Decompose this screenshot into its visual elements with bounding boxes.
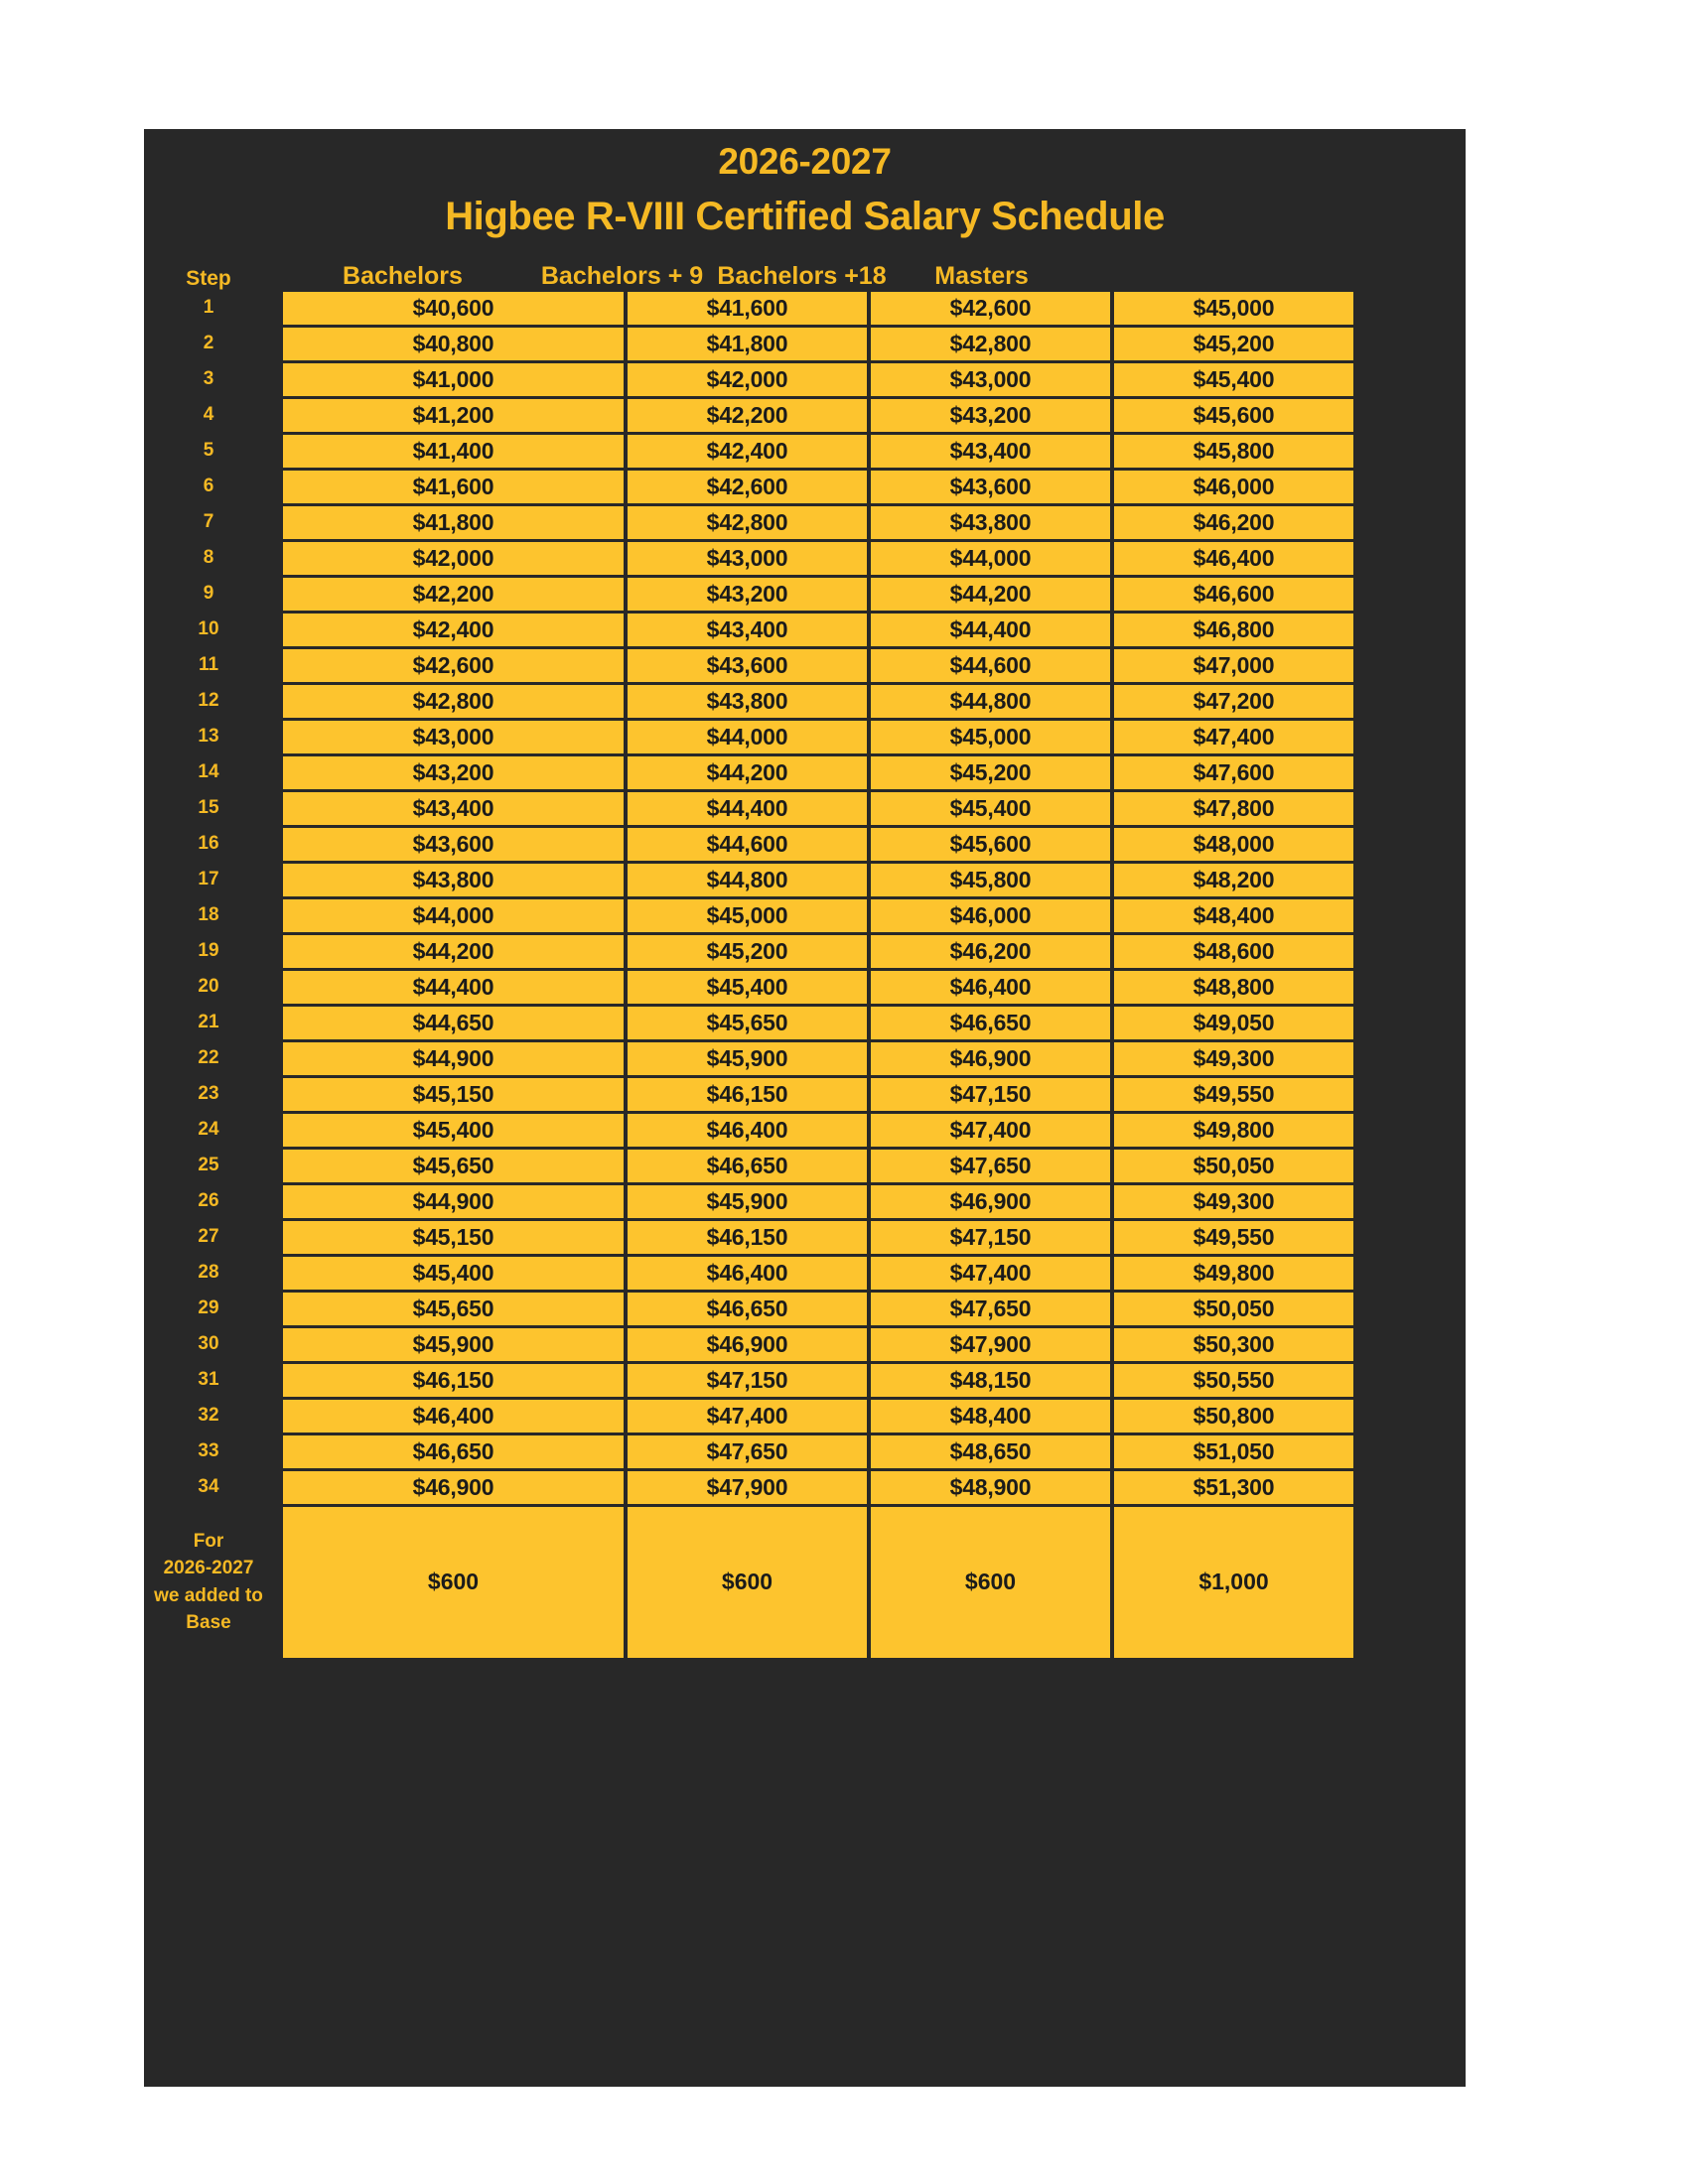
table-row [144,1400,1466,1433]
salary-cell-masters: $49,800 [1114,1257,1353,1290]
step-number: 31 [144,1364,273,1397]
step-number: 24 [144,1114,273,1147]
table-row [144,935,1466,968]
step-number: 9 [144,578,273,611]
salary-cell-bachelors: $45,900 [283,1328,624,1361]
salary-cell-bachelors: $46,900 [283,1471,624,1504]
column-header-masters: Masters [934,261,1029,290]
salary-cell-bachelors-plus-9: $45,900 [628,1185,867,1218]
salary-cell-bachelors-plus-18: $43,000 [871,363,1110,396]
table-row [144,1150,1466,1182]
step-number: 2 [144,328,273,360]
table-row [144,828,1466,861]
salary-cell-bachelors-plus-18: $48,400 [871,1400,1110,1433]
spacer [273,292,283,325]
salary-cell-bachelors: $42,600 [283,649,624,682]
salary-cell-bachelors-plus-18: $45,000 [871,721,1110,753]
salary-cell-bachelors-plus-18: $46,650 [871,1007,1110,1039]
salary-cell-masters: $47,400 [1114,721,1353,753]
salary-cell-masters: $49,800 [1114,1114,1353,1147]
salary-cell-masters: $49,300 [1114,1042,1353,1075]
table-row [144,649,1466,682]
step-number: 19 [144,935,273,968]
salary-cell-masters: $49,300 [1114,1185,1353,1218]
table-row [144,685,1466,718]
salary-cell-bachelors: $45,150 [283,1221,624,1254]
spacer [273,1364,283,1397]
salary-cell-masters: $47,000 [1114,649,1353,682]
spacer [273,1042,283,1075]
column-header-row [144,255,1466,289]
table-row [144,721,1466,753]
spacer [273,1114,283,1147]
salary-cell-bachelors-plus-18: $46,200 [871,935,1110,968]
table-row [144,1185,1466,1218]
salary-cell-bachelors-plus-9: $43,000 [628,542,867,575]
salary-cell-masters: $46,400 [1114,542,1353,575]
salary-cell-bachelors-plus-9: $44,600 [628,828,867,861]
step-number: 33 [144,1435,273,1468]
step-number: 32 [144,1400,273,1433]
salary-cell-bachelors-plus-9: $42,400 [628,435,867,468]
step-number: 23 [144,1078,273,1111]
schedule-panel [144,129,1466,2087]
spacer [273,578,283,611]
salary-cell-bachelors: $43,000 [283,721,624,753]
salary-cell-bachelors-plus-9: $47,900 [628,1471,867,1504]
salary-cell-bachelors-plus-9: $43,600 [628,649,867,682]
salary-cell-bachelors-plus-18: $48,900 [871,1471,1110,1504]
table-row [144,1328,1466,1361]
salary-cell-bachelors-plus-9: $41,800 [628,328,867,360]
salary-cell-bachelors-plus-18: $42,800 [871,328,1110,360]
spacer [273,971,283,1004]
spacer [273,1185,283,1218]
salary-cell-masters: $47,600 [1114,756,1353,789]
spacer [273,435,283,468]
step-number: 3 [144,363,273,396]
table-row [144,1221,1466,1254]
salary-cell-masters: $46,000 [1114,471,1353,503]
column-header-bachelors-plus-9: Bachelors + 9 [540,261,704,290]
salary-cell-bachelors-plus-9: $46,400 [628,1114,867,1147]
table-row [144,1364,1466,1397]
salary-cell-bachelors: $46,150 [283,1364,624,1397]
step-number: 22 [144,1042,273,1075]
salary-cell-masters: $48,800 [1114,971,1353,1004]
spacer [273,1221,283,1254]
step-number: 21 [144,1007,273,1039]
step-number: 5 [144,435,273,468]
spacer [273,363,283,396]
spacer [273,1400,283,1433]
spacer [273,1150,283,1182]
spacer [273,899,283,932]
table-row [144,1435,1466,1468]
salary-cell-bachelors-plus-9: $45,900 [628,1042,867,1075]
step-number: 10 [144,614,273,646]
salary-cell-masters: $50,800 [1114,1400,1353,1433]
spacer [273,828,283,861]
salary-cell-bachelors: $42,800 [283,685,624,718]
salary-cell-bachelors-plus-18: $43,400 [871,435,1110,468]
salary-cell-bachelors-plus-18: $47,650 [871,1293,1110,1325]
salary-cell-bachelors-plus-18: $43,200 [871,399,1110,432]
salary-cell-bachelors-plus-18: $46,900 [871,1042,1110,1075]
salary-cell-bachelors-plus-18: $44,600 [871,649,1110,682]
salary-cell-bachelors-plus-9: $44,000 [628,721,867,753]
salary-cell-masters: $49,550 [1114,1221,1353,1254]
salary-cell-bachelors: $40,600 [283,292,624,325]
spacer [273,1078,283,1111]
table-row [144,971,1466,1004]
salary-cell-bachelors: $45,650 [283,1293,624,1325]
step-number: 12 [144,685,273,718]
table-row [144,1007,1466,1039]
step-number: 28 [144,1257,273,1290]
step-number: 13 [144,721,273,753]
salary-cell-bachelors-plus-18: $46,000 [871,899,1110,932]
salary-cell-bachelors: $42,400 [283,614,624,646]
table-row [144,899,1466,932]
salary-cell-bachelors-plus-18: $43,800 [871,506,1110,539]
step-number: 11 [144,649,273,682]
salary-cell-bachelors-plus-9: $42,800 [628,506,867,539]
salary-cell-bachelors: $41,600 [283,471,624,503]
salary-cell-bachelors: $46,650 [283,1435,624,1468]
salary-cell-bachelors: $43,800 [283,864,624,896]
spacer [273,756,283,789]
salary-cell-masters: $45,800 [1114,435,1353,468]
spacer [273,1007,283,1039]
salary-cell-bachelors-plus-9: $42,000 [628,363,867,396]
salary-cell-bachelors-plus-18: $47,150 [871,1078,1110,1111]
spacer [273,399,283,432]
spacer [273,721,283,753]
table-row [144,471,1466,503]
step-number: 15 [144,792,273,825]
step-number: 27 [144,1221,273,1254]
table-row [144,292,1466,325]
salary-cell-masters: $47,800 [1114,792,1353,825]
spacer [273,792,283,825]
salary-cell-bachelors-plus-9: $42,600 [628,471,867,503]
salary-cell-bachelors-plus-9: $46,650 [628,1293,867,1325]
salary-cell-bachelors: $44,650 [283,1007,624,1039]
spacer [273,328,283,360]
table-row [144,1257,1466,1290]
base-increase-bachelors: $600 [283,1507,624,1658]
salary-cell-bachelors-plus-18: $46,900 [871,1185,1110,1218]
salary-cell-bachelors-plus-18: $47,900 [871,1328,1110,1361]
base-increase-masters: $1,000 [1114,1507,1353,1658]
salary-cell-bachelors-plus-9: $41,600 [628,292,867,325]
salary-cell-masters: $48,400 [1114,899,1353,932]
salary-cell-bachelors-plus-18: $47,150 [871,1221,1110,1254]
step-number: 18 [144,899,273,932]
salary-cell-bachelors: $41,200 [283,399,624,432]
base-increase-label-line: Base [186,1612,231,1634]
step-number: 6 [144,471,273,503]
spacer [273,685,283,718]
document-year: 2026-2027 [718,141,892,182]
salary-cell-bachelors: $44,900 [283,1185,624,1218]
column-header-step: Step [186,266,231,290]
step-number: 1 [144,292,273,325]
salary-cell-bachelors: $43,600 [283,828,624,861]
salary-cell-masters: $51,300 [1114,1471,1353,1504]
salary-cell-bachelors: $45,150 [283,1078,624,1111]
salary-cell-masters: $47,200 [1114,685,1353,718]
base-increase-label-line: we added to [154,1584,263,1606]
title-block [144,129,1466,237]
salary-cell-bachelors: $43,200 [283,756,624,789]
salary-cell-bachelors-plus-9: $45,400 [628,971,867,1004]
salary-cell-masters: $46,800 [1114,614,1353,646]
spacer [273,1293,283,1325]
salary-cell-bachelors: $40,800 [283,328,624,360]
salary-cell-masters: $48,600 [1114,935,1353,968]
salary-cell-bachelors-plus-9: $46,150 [628,1078,867,1111]
step-number: 14 [144,756,273,789]
table-row [144,1471,1466,1504]
table-row [144,363,1466,396]
table-row [144,614,1466,646]
salary-cell-bachelors-plus-9: $45,650 [628,1007,867,1039]
table-row [144,1078,1466,1111]
salary-cell-bachelors: $41,000 [283,363,624,396]
salary-cell-masters: $50,300 [1114,1328,1353,1361]
spacer [273,614,283,646]
salary-cell-bachelors: $45,650 [283,1150,624,1182]
step-number: 8 [144,542,273,575]
salary-cell-bachelors-plus-18: $47,400 [871,1257,1110,1290]
spacer [273,471,283,503]
spacer [273,1257,283,1290]
salary-cell-bachelors: $45,400 [283,1114,624,1147]
step-number: 4 [144,399,273,432]
table-row [144,1042,1466,1075]
salary-cell-bachelors-plus-9: $44,200 [628,756,867,789]
salary-cell-bachelors-plus-18: $46,400 [871,971,1110,1004]
base-increase-row [144,1507,1466,1658]
spacer [273,542,283,575]
salary-cell-bachelors-plus-18: $48,150 [871,1364,1110,1397]
spacer [273,1507,283,1658]
salary-cell-bachelors: $42,000 [283,542,624,575]
spacer [273,1435,283,1468]
salary-cell-bachelors: $44,200 [283,935,624,968]
salary-cell-bachelors: $44,900 [283,1042,624,1075]
step-number: 26 [144,1185,273,1218]
table-row [144,864,1466,896]
spacer [273,1471,283,1504]
salary-cell-masters: $48,000 [1114,828,1353,861]
salary-cell-bachelors-plus-18: $47,650 [871,1150,1110,1182]
salary-cell-bachelors-plus-9: $47,150 [628,1364,867,1397]
salary-cell-bachelors-plus-18: $45,200 [871,756,1110,789]
base-increase-label [144,1507,273,1658]
salary-cell-masters: $49,550 [1114,1078,1353,1111]
step-number: 29 [144,1293,273,1325]
step-number: 7 [144,506,273,539]
table-row [144,1293,1466,1325]
salary-cell-bachelors-plus-9: $47,650 [628,1435,867,1468]
salary-cell-bachelors-plus-9: $45,000 [628,899,867,932]
table-row [144,1114,1466,1147]
table-row [144,506,1466,539]
salary-cell-bachelors-plus-9: $43,400 [628,614,867,646]
salary-cell-bachelors: $41,400 [283,435,624,468]
base-increase-label-line: 2026-2027 [163,1558,254,1579]
column-header-bachelors-plus-18: Bachelors +18 [717,261,887,290]
table-row [144,578,1466,611]
salary-cell-bachelors-plus-9: $42,200 [628,399,867,432]
table-row [144,435,1466,468]
salary-cell-bachelors: $46,400 [283,1400,624,1433]
salary-cell-bachelors-plus-9: $44,400 [628,792,867,825]
spacer [273,1328,283,1361]
salary-cell-bachelors-plus-18: $44,400 [871,614,1110,646]
salary-cell-masters: $48,200 [1114,864,1353,896]
step-number: 25 [144,1150,273,1182]
table-row [144,542,1466,575]
salary-cell-masters: $50,050 [1114,1293,1353,1325]
table-row [144,399,1466,432]
salary-cell-bachelors-plus-9: $44,800 [628,864,867,896]
salary-cell-masters: $45,200 [1114,328,1353,360]
salary-cell-bachelors: $43,400 [283,792,624,825]
salary-cell-bachelors-plus-18: $42,600 [871,292,1110,325]
salary-cell-masters: $46,200 [1114,506,1353,539]
salary-cell-masters: $50,550 [1114,1364,1353,1397]
table-row [144,756,1466,789]
spacer [273,864,283,896]
column-header-bachelors: Bachelors [343,261,463,290]
salary-cell-bachelors: $44,000 [283,899,624,932]
step-number: 17 [144,864,273,896]
step-number: 30 [144,1328,273,1361]
page-title: Higbee R-VIII Certified Salary Schedule [445,194,1165,238]
salary-cell-bachelors-plus-18: $45,600 [871,828,1110,861]
salary-cell-masters: $46,600 [1114,578,1353,611]
salary-cell-bachelors-plus-18: $44,200 [871,578,1110,611]
salary-cell-masters: $51,050 [1114,1435,1353,1468]
salary-cell-bachelors-plus-9: $45,200 [628,935,867,968]
base-increase-bachelors-plus-9: $600 [628,1507,867,1658]
step-number: 34 [144,1471,273,1504]
salary-cell-bachelors-plus-9: $46,400 [628,1257,867,1290]
table-row [144,328,1466,360]
salary-cell-masters: $45,400 [1114,363,1353,396]
salary-cell-bachelors-plus-9: $47,400 [628,1400,867,1433]
salary-cell-bachelors-plus-9: $46,150 [628,1221,867,1254]
salary-cell-masters: $50,050 [1114,1150,1353,1182]
salary-cell-bachelors-plus-9: $43,200 [628,578,867,611]
salary-cell-masters: $49,050 [1114,1007,1353,1039]
salary-cell-bachelors-plus-9: $46,650 [628,1150,867,1182]
salary-grid [144,292,1466,1504]
spacer [273,649,283,682]
page-artifact [62,2132,69,2147]
salary-cell-bachelors: $42,200 [283,578,624,611]
table-row [144,792,1466,825]
base-increase-label-line: For [193,1530,224,1552]
base-increase-bachelors-plus-18: $600 [871,1507,1110,1658]
salary-cell-bachelors-plus-18: $48,650 [871,1435,1110,1468]
salary-cell-masters: $45,000 [1114,292,1353,325]
spacer [273,935,283,968]
step-number: 20 [144,971,273,1004]
salary-cell-masters: $45,600 [1114,399,1353,432]
salary-cell-bachelors-plus-9: $46,900 [628,1328,867,1361]
salary-cell-bachelors-plus-18: $45,400 [871,792,1110,825]
salary-cell-bachelors-plus-18: $44,000 [871,542,1110,575]
salary-cell-bachelors-plus-18: $43,600 [871,471,1110,503]
step-number: 16 [144,828,273,861]
salary-cell-bachelors-plus-9: $43,800 [628,685,867,718]
salary-cell-bachelors: $41,800 [283,506,624,539]
salary-cell-bachelors: $44,400 [283,971,624,1004]
salary-cell-bachelors-plus-18: $47,400 [871,1114,1110,1147]
salary-cell-bachelors: $45,400 [283,1257,624,1290]
salary-cell-bachelors-plus-18: $45,800 [871,864,1110,896]
salary-cell-bachelors-plus-18: $44,800 [871,685,1110,718]
spacer [273,506,283,539]
